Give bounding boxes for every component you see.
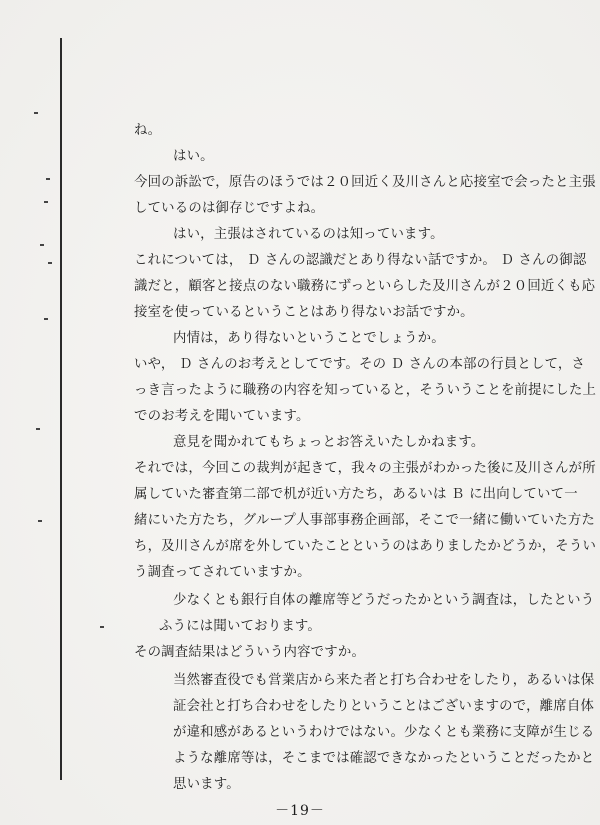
- transcript-line: 当然審査役でも営業店から来た者と打ち合わせをしたり，あるいは保: [173, 673, 595, 688]
- transcript-line: はい。: [173, 149, 214, 164]
- transcript-line: ち，及川さんが席を外していたことというのはありましたかどうか，そうい: [134, 539, 597, 554]
- transcript-line: 内情は，あり得ないということでしょうか。: [173, 331, 445, 346]
- scan-speck: [46, 178, 50, 180]
- transcript-line: が違和感があるというわけではない。少なくとも業務に支障が生じる: [173, 725, 595, 740]
- transcript-line: しているのは御存じですよね。: [134, 201, 325, 216]
- scan-speck: [48, 262, 52, 264]
- transcript-line: 証会社と打ち合わせをしたりということはございますので，離席自体: [173, 699, 595, 714]
- scan-speck: [100, 626, 104, 628]
- transcript-line: でのお考えを聞いています。: [134, 409, 310, 424]
- transcript-line: う調査ってされていますか。: [134, 565, 311, 580]
- scan-speck: [40, 244, 44, 246]
- transcript-line: 識だと，顧客と接点のない職務にずっといらした及川さんが２０回近くも応: [134, 279, 596, 294]
- page-number: －19－: [275, 803, 325, 819]
- transcript-line: はい，主張はされているのは知っています。: [173, 227, 444, 242]
- transcript-line: これについては， Ｄ さんの認識だとあり得ない話ですか。 Ｄ さんの御認: [134, 253, 587, 268]
- transcript-line: っき言ったように職務の内容を知っていると，そういうことを前提にした上: [134, 383, 597, 398]
- transcript-line: 思います。: [173, 777, 240, 792]
- left-margin-rule: [60, 38, 62, 780]
- transcript-line: ね。: [134, 123, 162, 138]
- transcript-line: 今回の訴訟で，原告のほうでは２０回近く及川さんと応接室で会ったと主張: [134, 175, 596, 190]
- transcript-line: 少なくとも銀行自体の離席等どうだったかという調査は，したという: [173, 593, 595, 608]
- scan-speck: [34, 112, 38, 114]
- scan-speck: [38, 520, 42, 522]
- scan-speck: [44, 318, 48, 320]
- transcript-line: 接室を使っているということはあり得ないお話ですか。: [134, 305, 474, 320]
- transcript-line: 属していた審査第二部で机が近い方たち，あるいは Ｂ に出向していて一: [134, 487, 578, 502]
- transcript-line: 緒にいた方たち，グループ人事部事務企画部，そこで一緒に働いていた方た: [134, 513, 596, 528]
- transcript-line: ふうには聞いております。: [159, 619, 322, 634]
- transcript-line: いや， Ｄ さんのお考えとしてです。その Ｄ さんの本部の行員として，さ: [134, 357, 586, 372]
- transcript-line: 意見を聞かれてもちょっとお答えいたしかねます。: [173, 435, 485, 450]
- transcript-line: それでは，今回この裁判が起きて，我々の主張がわかった後に及川さんが所: [134, 461, 596, 476]
- scan-speck: [36, 428, 40, 430]
- scan-speck: [44, 201, 48, 203]
- transcript-line: ような離席等は，そこまでは確認できなかったということだったかと: [173, 751, 595, 766]
- transcript-line: その調査結果はどういう内容ですか。: [134, 645, 366, 660]
